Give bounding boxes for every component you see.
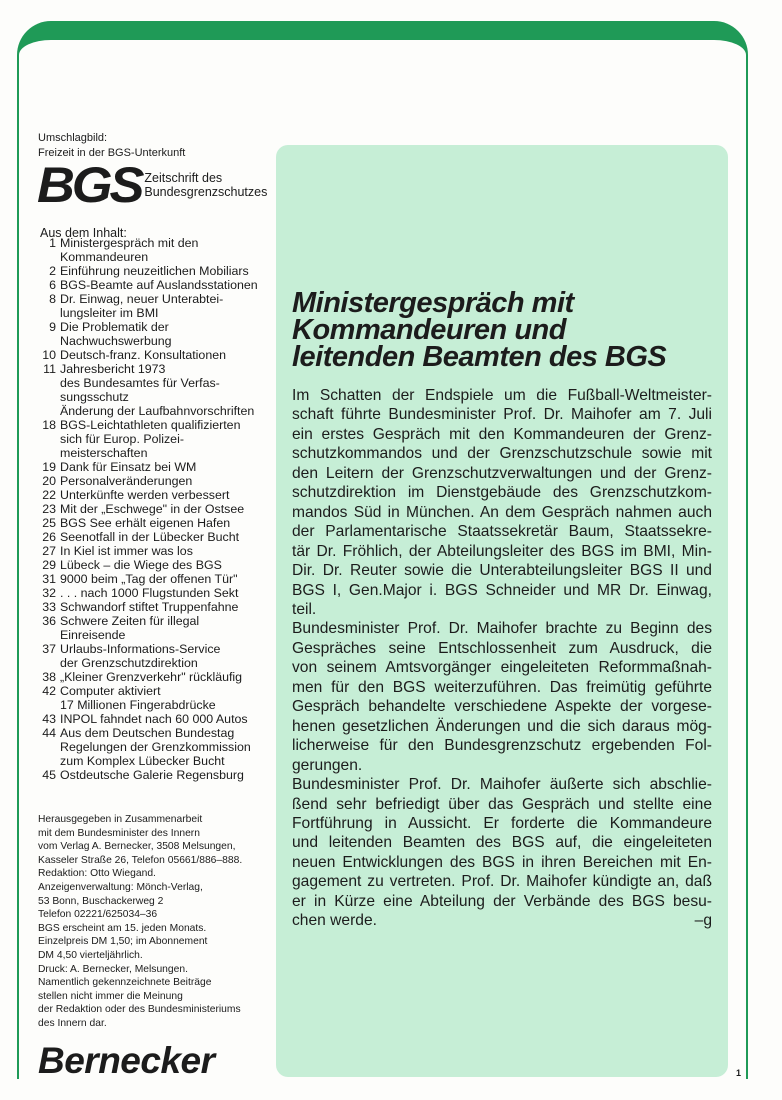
toc-line: Aus dem Deutschen Bundestag <box>60 726 235 740</box>
toc-item-text <box>60 684 266 712</box>
toc-line: BGS-Beamte auf Auslandsstationen <box>60 278 258 292</box>
article-line: Im Schatten der Endspiele um die Fußball-Weltmeister- <box>292 387 712 404</box>
toc-item-text <box>60 572 266 586</box>
toc-item-text <box>60 236 266 264</box>
toc-heading: Aus dem Inhalt: <box>40 226 127 240</box>
toc-item-text <box>60 474 266 488</box>
toc-item <box>36 362 266 404</box>
imprint-line: BGS erscheint am 15. jeden Monats. <box>38 922 207 934</box>
toc-page-number <box>36 404 60 418</box>
article-line: gerungen. <box>292 756 363 774</box>
article-line: chen werde. <box>292 912 377 930</box>
toc-item-text <box>60 600 266 614</box>
toc-page-number: 6 <box>49 278 56 292</box>
toc-line: Jahresbericht 1973 <box>60 362 166 376</box>
imprint-line: Einzelpreis DM 1,50; im Abonnement <box>38 936 208 948</box>
article-last-line <box>292 911 712 930</box>
imprint-line: Redaktion: Otto Wiegand. <box>38 868 156 880</box>
toc-line: Ostdeutsche Galerie Regensburg <box>60 768 244 782</box>
toc-item <box>36 474 266 488</box>
toc-item <box>36 418 266 460</box>
title-line: Ministergespräch mit <box>292 287 574 319</box>
toc-item-text <box>60 726 266 768</box>
imprint-line: stellen nicht immer die Meinung <box>38 990 183 1002</box>
toc-item <box>36 320 266 348</box>
toc-page-number: 26 <box>42 530 56 544</box>
article-line: ein erstes Gespräch mit den Kommandeuren der Grenz- <box>292 425 712 443</box>
article-line: schutzkommandos und der Grenzschutzschule sowie mit <box>292 445 712 463</box>
toc-page-number: 9 <box>49 320 56 334</box>
article-line: Dir. Dr. Reuter sowie die Unterabteilungsleiter BGS II und <box>292 562 712 580</box>
article-line: mandos Süd in München. An dem Gespräch nahmen auch <box>292 503 712 521</box>
toc-item-text <box>60 488 266 502</box>
bgs-logo: BGS <box>37 157 142 213</box>
toc-item <box>36 530 266 544</box>
toc-page-number: 22 <box>42 488 56 502</box>
toc-line: INPOL fahndet nach 60 000 Autos <box>60 712 248 726</box>
toc-page-number: 19 <box>42 460 56 474</box>
article-line: der Parlamentarische Staatssekretär Baum, Staatssekre- <box>292 523 712 541</box>
article-line: den Leitern der Grenzschutzverwaltungen und der Grenz- <box>292 464 712 482</box>
toc-item-text <box>60 768 266 782</box>
imprint-line: Anzeigenverwaltung: Mönch-Verlag, <box>38 881 203 893</box>
imprint-line: Herausgegeben in Zusammenarbeit <box>38 814 203 825</box>
toc-item-text <box>60 544 266 558</box>
article-line: Gespräches seine Entschlossenheit zum Ausdruck, die <box>292 639 712 657</box>
toc-page-number: 8 <box>49 292 56 306</box>
article-line: licherweise für den Bundesgrenzschutz ergebenden Fol- <box>292 737 712 755</box>
toc-line: Nachwuchswerbung <box>60 334 172 348</box>
article-body <box>292 386 712 931</box>
toc-line: Urlaubs-Informations-Service <box>60 642 221 656</box>
toc-item <box>36 642 266 670</box>
toc-item <box>36 614 266 642</box>
toc-line: Schwandorf stiftet Truppenfahne <box>60 600 239 614</box>
toc-page-number: 10 <box>42 348 56 362</box>
toc-item <box>36 236 266 264</box>
toc-item <box>36 558 266 572</box>
toc-item-text <box>60 586 266 600</box>
toc-page-number: 20 <box>42 474 56 488</box>
toc-line: Die Problematik der <box>60 320 169 334</box>
toc-item <box>36 460 266 474</box>
toc-item <box>36 544 266 558</box>
toc-line: meisterschaften <box>60 446 148 460</box>
toc-item <box>36 488 266 502</box>
toc-line: Lübeck – die Wiege des BGS <box>60 558 222 572</box>
article-line: tär Dr. Fröhlich, der Abteilungsleiter des BGS im BMI, Min- <box>292 542 712 560</box>
toc-page-number: 23 <box>42 502 56 516</box>
article-line: gagement zu vertreten. Prof. Dr. Maihofer kündigte an, daß <box>292 873 712 891</box>
toc-item-text <box>60 516 266 530</box>
imprint-line: Namentlich gekennzeichnete Beiträge <box>38 977 212 989</box>
toc-line: Ministergespräch mit den <box>60 236 199 250</box>
toc-page-number: 43 <box>42 712 56 726</box>
toc-item-text <box>60 502 266 516</box>
toc-line: Einreisende <box>60 628 126 642</box>
toc-line: „Kleiner Grenzverkehr" rückläufig <box>60 670 243 684</box>
article-line: Fortführung in Aussicht. Er forderte die Kommandeure <box>292 814 712 832</box>
table-of-contents <box>36 236 266 782</box>
article-line: und leitenden Beamten des BGS auf, die eingeleiteten <box>292 834 712 852</box>
toc-item <box>36 348 266 362</box>
toc-item-text <box>60 292 266 320</box>
toc-line: sich für Europ. Polizei- <box>60 432 184 446</box>
toc-item <box>36 712 266 726</box>
toc-item <box>36 726 266 768</box>
imprint-line: Telefon 02221/625034–36 <box>38 909 158 921</box>
toc-item-text <box>60 404 266 418</box>
article-title <box>292 287 722 373</box>
toc-line: sungsschutz <box>60 390 129 404</box>
toc-line: Einführung neuzeitlichen Mobiliars <box>60 264 249 278</box>
toc-page-number: 36 <box>42 614 56 628</box>
article-line: schaft führte Bundesminister Prof. Dr. Maihofer am 7. Juli <box>292 406 712 424</box>
imprint-line: mit dem Bundesminister des Innern <box>38 827 200 839</box>
article-line: teil. <box>292 600 317 618</box>
toc-line: lungsleiter im BMI <box>60 306 159 320</box>
imprint-line: vom Verlag A. Bernecker, 3508 Melsungen, <box>38 841 236 853</box>
toc-item-text <box>60 278 266 292</box>
toc-item <box>36 600 266 614</box>
toc-line: Kommandeuren <box>60 250 149 264</box>
article-line: Bundesminister Prof. Dr. Maihofer äußerte sich abschlie- <box>292 776 712 794</box>
author-signature: –g <box>694 912 712 930</box>
imprint-line: DM 4,50 vierteljährlich. <box>38 949 143 961</box>
toc-page-number: 29 <box>42 558 56 572</box>
toc-page-number: 11 <box>43 362 56 376</box>
toc-item-text <box>60 320 266 348</box>
toc-page-number: 32 <box>42 586 56 600</box>
toc-line: Regelungen der Grenzkommission <box>60 740 251 754</box>
imprint <box>38 813 278 1031</box>
toc-item <box>36 768 266 782</box>
subtitle-line: Bundesgrenzschutzes <box>144 185 268 199</box>
toc-line: In Kiel ist immer was los <box>60 544 193 558</box>
subtitle-line: Zeitschrift des <box>144 171 223 185</box>
toc-item-text <box>60 264 266 278</box>
toc-page-number: 42 <box>42 684 56 698</box>
toc-line: Deutsch-franz. Konsultationen <box>60 348 226 362</box>
title-line: Kommandeuren und <box>292 314 566 346</box>
toc-page-number: 33 <box>42 600 56 614</box>
article-paragraph <box>292 619 712 775</box>
toc-item-text <box>60 614 266 642</box>
toc-line: Computer aktiviert <box>60 684 161 698</box>
toc-line: des Bundesamtes für Verfas- <box>60 376 220 390</box>
toc-item-text <box>60 712 266 726</box>
toc-page-number: 25 <box>42 516 56 530</box>
imprint-line: Kasseler Straße 26, Telefon 05661/886–888. <box>38 854 243 866</box>
article-paragraph <box>292 775 712 931</box>
article-line: neuen Entwicklungen des BGS in ihren Bereichen mit En- <box>292 853 712 871</box>
article-line: schutzdirektion im Dienstgebäude des Grenzschutzkom- <box>292 484 712 502</box>
toc-item <box>36 516 266 530</box>
toc-item-text <box>60 642 266 670</box>
toc-line: . . . nach 1000 Flugstunden Sekt <box>60 586 239 600</box>
toc-item <box>36 586 266 600</box>
article-paragraph <box>292 386 712 619</box>
article-line: von seinem Amtsvorgänger eingeleiteten Reformmaßnah- <box>292 659 712 677</box>
article-line: henen gesetzlichen Änderungen und die sich daraus mög- <box>292 717 712 735</box>
toc-line: 17 Millionen Fingerabdrücke <box>60 698 216 712</box>
toc-item <box>36 292 266 320</box>
toc-line: Seenotfall in der Lübecker Bucht <box>60 530 240 544</box>
masthead-subtitle <box>144 171 267 199</box>
toc-line: Unterkünfte werden verbessert <box>60 488 230 502</box>
toc-page-number: 44 <box>42 726 56 740</box>
title-line: leitenden Beamten des BGS <box>292 341 667 373</box>
article-line: BGS I, Gen.Major i. BGS Schneider und MR Dr. Einwag, <box>292 581 712 599</box>
imprint-line: des Innern dar. <box>38 1017 107 1029</box>
toc-line: Mit der „Eschwege" in der Ostsee <box>60 502 245 516</box>
cover-text: Freizeit in der BGS-Unterkunft <box>38 147 186 159</box>
toc-item-text <box>60 348 266 362</box>
toc-line: Dr. Einwag, neuer Unterabtei- <box>60 292 224 306</box>
toc-item-text <box>60 530 266 544</box>
toc-item-text <box>60 460 266 474</box>
imprint-line: der Redaktion oder des Bundesministeriums <box>38 1004 241 1016</box>
article-line: Gespräch behandelte verschiedene Aspekte der vorgese- <box>292 698 712 716</box>
toc-page-number: 37 <box>42 642 56 656</box>
toc-line: BGS See erhält eigenen Hafen <box>60 516 231 530</box>
page-number: 1 <box>736 1068 742 1078</box>
toc-page-number: 31 <box>42 572 56 586</box>
toc-item <box>36 502 266 516</box>
toc-line: Dank für Einsatz bei WM <box>60 460 197 474</box>
toc-page-number: 1 <box>49 236 56 250</box>
toc-page-number: 18 <box>42 418 56 432</box>
toc-page-number: 45 <box>42 768 56 782</box>
cover-label: Umschlagbild: <box>38 132 108 144</box>
article-line: er in Kürze eine Abteilung der Verbände des BGS besu- <box>292 892 712 910</box>
toc-item-text <box>60 418 266 460</box>
toc-line: 9000 beim „Tag der offenen Tür" <box>60 572 238 586</box>
toc-item <box>36 404 266 418</box>
imprint-line: 53 Bonn, Buschackerweg 2 <box>38 895 164 907</box>
toc-item-text <box>60 362 266 404</box>
bernecker-logo: Bernecker <box>38 1040 215 1081</box>
toc-line: BGS-Leichtathleten qualifizierten <box>60 418 241 432</box>
toc-item <box>36 684 266 712</box>
article-line: men für den BGS weiterzuführen. Das freimütig geführte <box>292 678 712 696</box>
imprint-line: Druck: A. Bernecker, Melsungen. <box>38 963 188 975</box>
toc-item-text <box>60 670 266 684</box>
toc-item <box>36 572 266 586</box>
toc-page-number: 27 <box>42 544 56 558</box>
toc-page-number: 38 <box>42 670 56 684</box>
article-line: Bundesminister Prof. Dr. Maihofer brachte zu Beginn des <box>292 620 712 638</box>
article-line: ßend sehr befriedigt über das Gespräch und stellte eine <box>292 795 712 813</box>
toc-item <box>36 278 266 292</box>
masthead <box>37 157 268 213</box>
toc-line: Personalveränderungen <box>60 474 193 488</box>
toc-page-number: 2 <box>49 264 56 278</box>
toc-item <box>36 264 266 278</box>
toc-item-text <box>60 558 266 572</box>
toc-line: der Grenzschutzdirektion <box>60 656 198 670</box>
toc-line: Schwere Zeiten für illegal <box>60 614 200 628</box>
toc-line: Änderung der Laufbahnvorschriften <box>60 404 255 418</box>
toc-item <box>36 670 266 684</box>
toc-line: zum Komplex Lübecker Bucht <box>60 754 225 768</box>
